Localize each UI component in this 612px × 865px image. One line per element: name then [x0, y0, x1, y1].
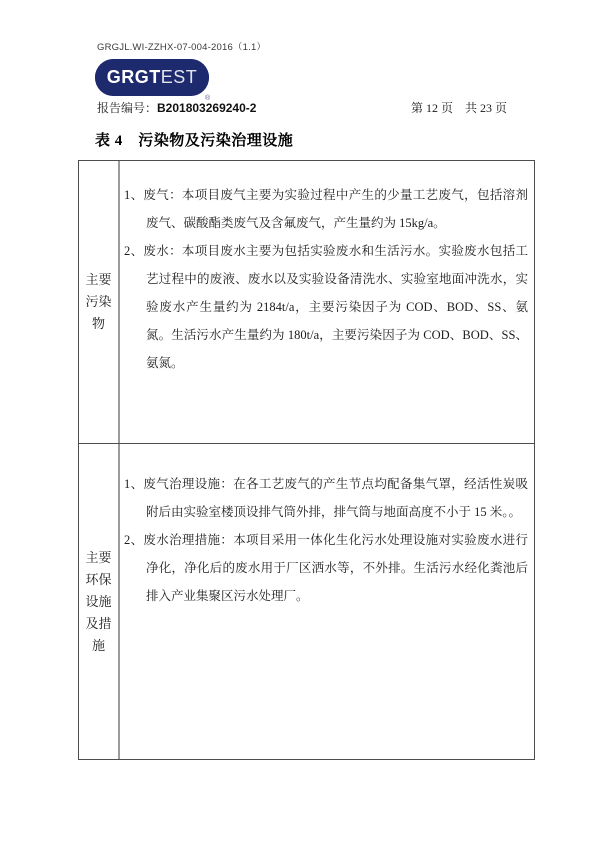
list-item: 1、废气：本项目废气主要为实验过程中产生的少量工艺废气，包括溶剂废气、碳酸酯类废气及含氟废气，产生量约为 15kg/a。: [124, 188, 528, 230]
list-item: 1、废气治理设施：在各工艺废气的产生节点均配备集气罩，经活性炭吸附后由实验室楼顶设排气筒外排，排气筒与地面高度不小于 15 米。。: [124, 477, 528, 519]
document-code: GRGJL.WI-ZZHX-07-004-2016（1.1）: [97, 42, 267, 53]
table-title: 表 4 污染物及污染治理设施: [95, 133, 294, 149]
list-item: 2、废水：本项目废水主要为包括实验废水和生活污水。实验废水包括工艺过程中的废液、废水以及实验设备清洗水、实验室地面冲洗水，实验废水产生量约为 2184t/a，主要污染因子为 COD、BOD、SS、氨氮。生活污水产生量约为 180t/a，主要污染因子为 COD、BOD、SS、氨氮。: [124, 244, 528, 370]
grgtest-logo-pill: [95, 59, 209, 96]
row-label-line: 污染: [85, 294, 112, 309]
row-label-line: 施: [91, 637, 105, 653]
list-item: 2、废水治理措施：本项目采用一体化生化污水处理设施对实验废水进行净化，净化后的废水用于厂区洒水等，不外排。生活污水经化粪池后排入产业集聚区污水处理厂。: [124, 533, 528, 603]
table-row: [79, 443, 534, 759]
row-label-line: 主要: [85, 272, 112, 287]
row-label-env-protection-facilities: [79, 444, 120, 759]
row-label-line: 设施: [85, 593, 112, 609]
page-number-indicator: 第 12 页 共 23 页: [410, 101, 507, 115]
row-label-line: 主要: [85, 549, 112, 565]
registered-trademark-icon: ®: [205, 95, 211, 102]
row-label-line: 及措: [85, 615, 112, 631]
grgtest-logo: [95, 59, 211, 102]
row-label-line: 环保: [85, 571, 112, 587]
pollutants-table: [78, 160, 535, 760]
table-row: [79, 161, 534, 443]
row-content-env-protection-facilities: [120, 444, 534, 759]
row-content-main-pollutants: [120, 161, 534, 443]
row-label-main-pollutants: [79, 161, 120, 443]
report-number-value: B201803269240-2: [157, 101, 257, 115]
report-number-label: 报告编号：: [97, 101, 158, 115]
logo-text-light: EST: [160, 67, 198, 87]
logo-text-bold: GRGT: [106, 67, 161, 87]
row-label-line: 物: [91, 316, 105, 331]
